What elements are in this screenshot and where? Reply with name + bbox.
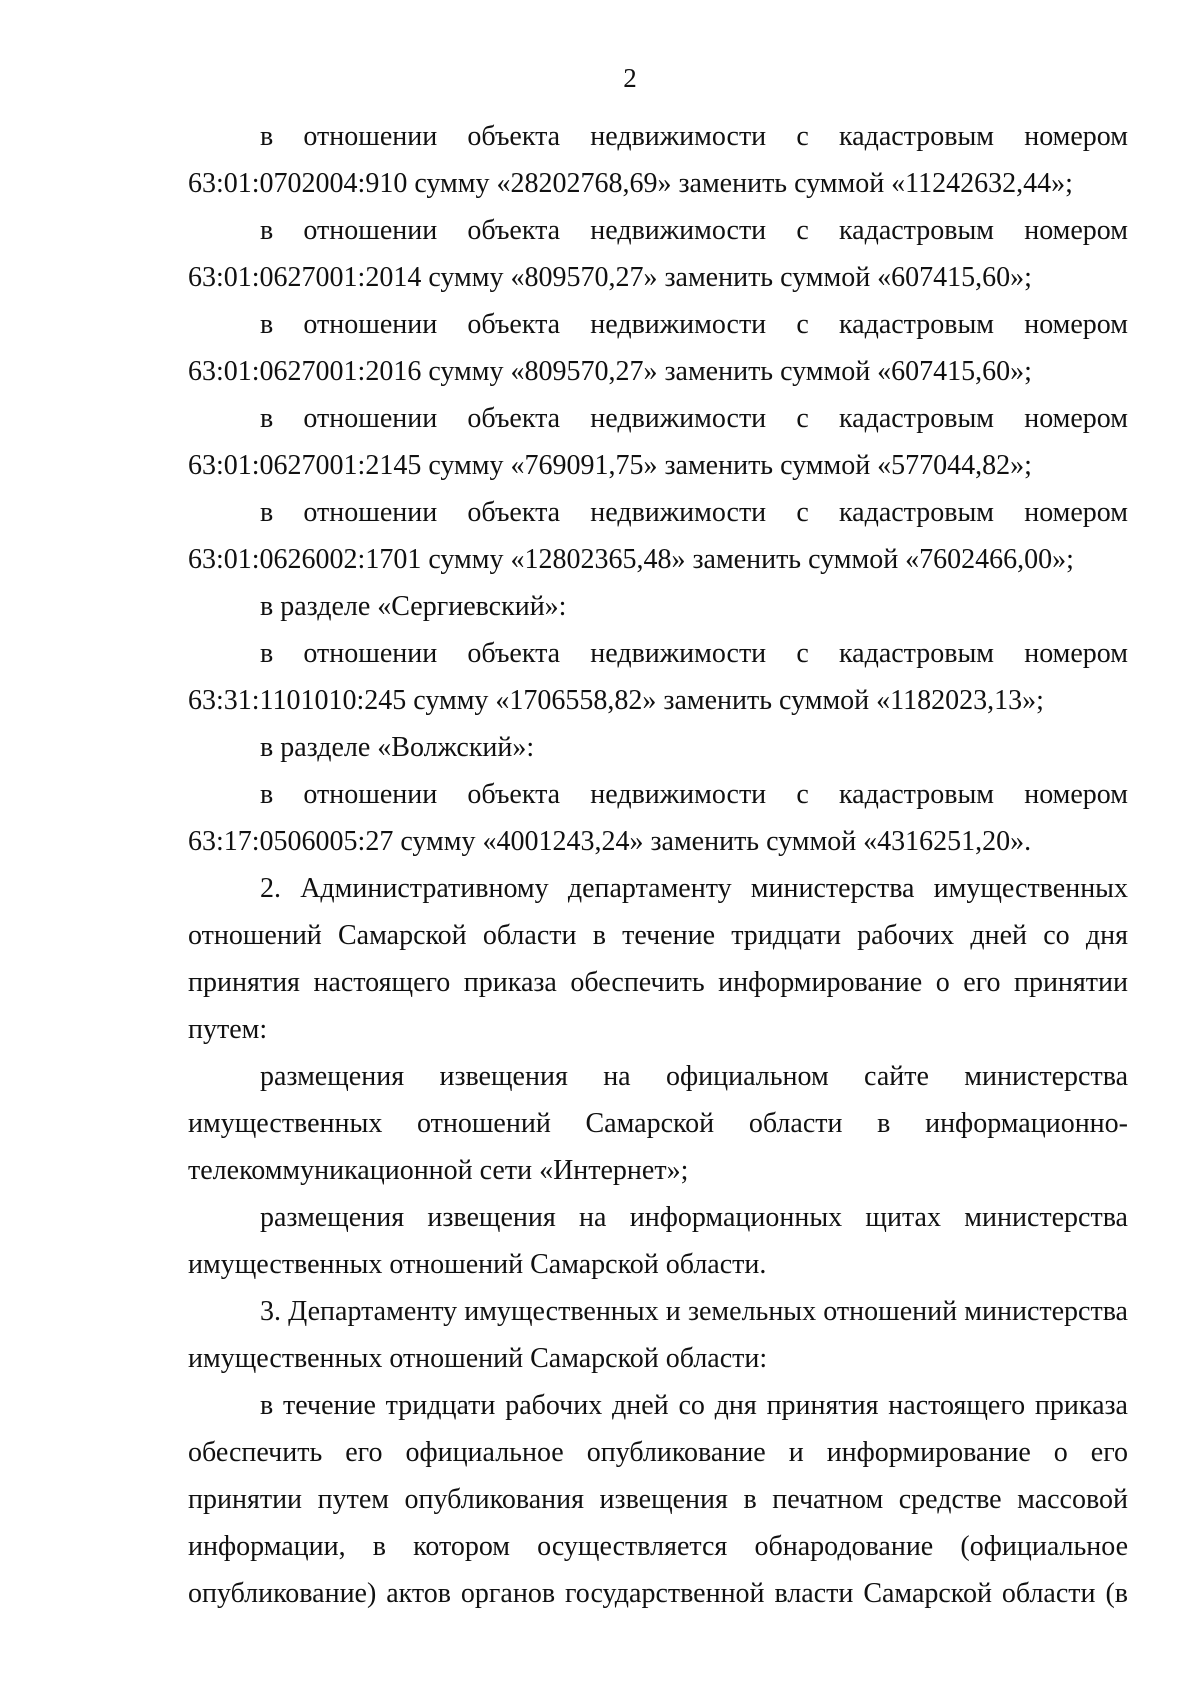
paragraph: в отношении объекта недвижимости с кадастровым номером 63:01:0702004:910 сумму «28202768,69» заменить суммой «11242632,44»;: [188, 121, 1128, 199]
paragraph: в отношении объекта недвижимости с кадастровым номером 63:01:0627001:2016 сумму «809570,27» заменить суммой «607415,60»;: [188, 309, 1128, 387]
paragraph: в отношении объекта недвижимости с кадастровым номером 63:01:0627001:2145 сумму «769091,75» заменить суммой «577044,82»;: [188, 403, 1128, 481]
paragraph: в течение тридцати рабочих дней со дня принятия настоящего приказа обеспечить его официальное опубликование и информирование о его принятии путем опубликования извещения в печатном средстве массовой информации, в котором осуществляется обнародование (официальное опубликование) актов органов государственной власти Самарской области (в: [188, 1390, 1128, 1609]
paragraph: в отношении объекта недвижимости с кадастровым номером 63:01:0626002:1701 сумму «12802365,48» заменить суммой «7602466,00»;: [188, 497, 1128, 575]
paragraph: размещения извещения на информационных щитах министерства имущественных отношений Самарской области.: [188, 1202, 1128, 1280]
section-heading: в разделе «Волжский»:: [260, 732, 535, 763]
paragraph: размещения извещения на официальном сайте министерства имущественных отношений Самарской области в информационно-телекоммуникационной сети «Интернет»;: [188, 1061, 1128, 1186]
paragraph: в отношении объекта недвижимости с кадастровым номером 63:31:1101010:245 сумму «1706558,82» заменить суммой «1182023,13»;: [188, 638, 1128, 716]
clause-2: 2. Административному департаменту министерства имущественных отношений Самарской области в течение тридцати рабочих дней со дня принятия настоящего приказа обеспечить информирование о его принятии путем:: [188, 873, 1128, 1045]
document-body: [188, 113, 1128, 1617]
page-number: 2: [623, 63, 637, 93]
paragraph: в отношении объекта недвижимости с кадастровым номером 63:01:0627001:2014 сумму «809570,27» заменить суммой «607415,60»;: [188, 215, 1128, 293]
section-heading: в разделе «Сергиевский»:: [260, 591, 567, 622]
paragraph: в отношении объекта недвижимости с кадастровым номером 63:17:0506005:27 сумму «4001243,24» заменить суммой «4316251,20».: [188, 779, 1128, 857]
clause-3: 3. Департаменту имущественных и земельных отношений министерства имущественных отношений Самарской области:: [188, 1296, 1128, 1374]
